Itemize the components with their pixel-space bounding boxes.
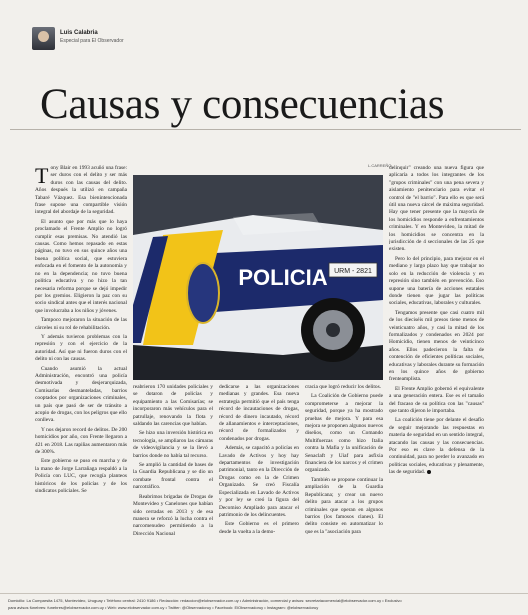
paragraph: Tampoco mejoraron la situación de las cárceles ni su rol de rehabilitación. — [35, 317, 127, 331]
author-role: Especial para El Observador — [60, 38, 124, 44]
paragraph: Cuando asumió la actual Administración, encontró una policía desmotivada y desjerarquizada, Comisarías desmanteladas, barrios cooptados por organizaciones criminales, un país que pasó de ser de tránsito a acopio de drogas, con los peligros que ello conlleva. — [35, 365, 127, 424]
paragraph: reabrieron 170 unidades policiales y se dotaron de policías y equipamiento a las Comisarías; se incorporaron más vehículos para el patrullaje, renovando la flota y saldando las carencias que habían. — [133, 384, 213, 428]
article-column-3 — [219, 384, 299, 589]
author-name: Luis Calabria — [60, 30, 98, 36]
paragraph: Se hizo una inversión histórica en tecnología, se ampliaron las cámaras de videovigilancia y se la llevó a barrios donde no había tal recurso. — [133, 430, 213, 459]
paragraph: Tengamos presente que casi cuatro mil de los dieciséis mil presos tiene menos de veinticuatro años, y casi la mitad de los formalizados y condenados en 2024 por Homicidio, tienen menos de veinticinco años. Ellos padecieron la falta de contención de eficientes políticas sociales, educativas y laborales durante su formación en los quince años de gobierno frenteamplista. — [389, 309, 484, 383]
paragraph: También se propone continuar la ampliación de la Guardia Republicana; y crear un nuevo delito para atacar a los grupos criminales que operan en algunos barrios (los famosos clanes). El delito consiste en automatizar lo que es la "asociación para — [305, 476, 383, 535]
paragraph: Y nos dejaron record de delitos. De 200 homicidios por año, con Frente llegaron a 421 en 2018. Las rapiñas aumentaron más de 300%. — [35, 426, 127, 456]
paragraph: Además, se capacitó a policías en Lavado de Activos y hoy hay departamentos de investigación patrimonial, tanto en la Dirección de Drogas como en la de Crimen Organizado. Se creó Fiscalía Especializada en Lavado de Activos y por ley se creó la figura del Decomiso Ampliado para atacar el patrimonio de los delincuentes. — [219, 445, 299, 518]
page-title: Causas y consecuencias — [40, 81, 445, 128]
paragraph: El Frente Amplio gobernó el equivalente a una generación entera. Ese es el tamaño del fracaso de su política con las "causas" que tanto dijeron le importaba. — [389, 385, 484, 414]
article-column-4 — [305, 384, 383, 589]
article-column-2 — [133, 384, 213, 589]
paragraph: La coalición tiene por delante el desafío de seguir mejorando las respuestas en materia de seguridad en un sentido integral, atacando las causas y las consecuencias. Por eso es clave la defensa de la continuidad, para no perder lo avanzado en políticas sociales, educativas y plenamente, las de seguridad. — [389, 417, 484, 476]
article-header — [0, 0, 528, 62]
paragraph: El asunto que por más que lo haya proclamado el Frente Amplio no logró cumplir esas premisas. No atendió las causas. Como hemos repasado en estas páginas, no tuvo en sus quince años una buena política social, que estuviera enfocada en el fomento de la autonomía y no en la dependencia; no tuvo buena política educativa y no hizo la tan necesaria reforma porque se dejó impedir por los gremios. Eligieron la paz con su socio sindical antes que el interés nacional que involucraba a los niños y jóvenes. — [35, 218, 127, 314]
article-column-1 — [35, 165, 127, 589]
paragraph: La Coalición de Gobierno puede comprometerse a mejorar la seguridad, porque ya ha mostrado pruebas de mejora. Y para esa mejora se proponen algunos nuevos diseños, como un Comando Multifuerzas como hizo Italia contra la Mafia y la unificación de Senaclaft y Uiaf para asfixia financiera de los narcos y el crimen organizado. — [305, 393, 383, 474]
paragraph: Y además tuvieron problemas con la represión y con el ejercicio de la autoridad. Así que ni fueron duros con el delito ni con las causas. — [35, 333, 127, 363]
paragraph: ony Blair en 1993 acuñó una frase: ser duros con el delito y ser más duros con las causas del delito. Años después la utilizó en campaña Tabaré Vázquez. Esa bienintencionada frase supone una compartible visión integral del abordaje de la seguridad. — [35, 165, 127, 216]
paragraph: dedicarse a las organizaciones medianas y grandes. Esa nueva estrategia permitió que el país tenga récord de incautaciones de drogas, récord de dinero incautado, récord de allanamientos e interceptaciones, récord de formalizados y condenados por drogas. — [219, 384, 299, 442]
footer-contact-line-1: Domicilio: La Cumparsita 1475, Montevideo, Uruguay • Teléfono central: 2410 9186 • Redacción: redaccion@elobservador.com.uy • Administración, comercial y avisos: secretariacomercial@elobservador.com.uy • Exclusivo — [8, 598, 402, 603]
author-avatar — [32, 27, 55, 50]
footer-contact-line-2: para avisos fúnebres: funebres@elobservador.com.uy • Web: www.elobservador.com.uy • Twitter: @Observadoruy • Facebook: ElObservadoruy • Instagram: @elobservadoruy — [8, 605, 319, 610]
paragraph: Este Gobierno es el primero desde la vuelta a la demo- — [219, 521, 299, 535]
paragraph: Este gobierno se puso en marcha y de la mano de Jorge Larrañaga respaldó a la Policía con LUC, que recogía planteos históricos de los policías y de los sindicatos policiales. Se — [35, 458, 127, 495]
police-car-illustration — [133, 175, 383, 380]
paragraph: delinquir" creando una nueva figura que aplicaría a todos los integrantes de los "grupos criminales" con una pena severa y aislamiento penitenciario para evitar el control de "el barrio". Para ello es que será útil una nueva cárcel de máxima seguridad. Hay que tener presente que la mayoría de los homicidios responde a enfrentamientos criminales. Y en Montevideo, la mitad de los homicidios se concentra en la jurisdicción de 4 seccionales de las 25 que existen. — [389, 165, 484, 253]
paragraph: Se amplió la cantidad de bases de la Guardia Republicana y se dio un combate frontal contra el narcotráfico. — [133, 462, 213, 491]
drop-cap: T — [35, 165, 49, 188]
license-plate: URM - 2821 — [334, 268, 372, 275]
article-column-5 — [389, 165, 484, 589]
photo-credit: L.CARREÑO — [368, 163, 392, 168]
police-label: POLICIA — [238, 265, 328, 290]
page-footer — [0, 593, 528, 615]
police-car-photo — [133, 175, 383, 380]
paragraph: Pero lo del principio, para mejorar en el mediano y largo plazo hay que trabajar no solo en la reducción de violencia y en represión sino también en prevención. Eso supone una batería de acciones estatales donde tienen que jugar las políticas sociales, educativas, laborales y culturales. — [389, 255, 484, 307]
end-mark-icon — [427, 470, 431, 474]
paragraph: Reabrimos brigadas de Drogas de Montevideo y Canelones que habían sido cerradas en 2013 y de esa manera se reforzó la lucha contra el narcomenudeo permitiendo a la Dirección Nacional — [133, 493, 213, 537]
title-divider — [10, 129, 521, 130]
paragraph: cracia que logró reducir los delitos. — [305, 384, 382, 390]
